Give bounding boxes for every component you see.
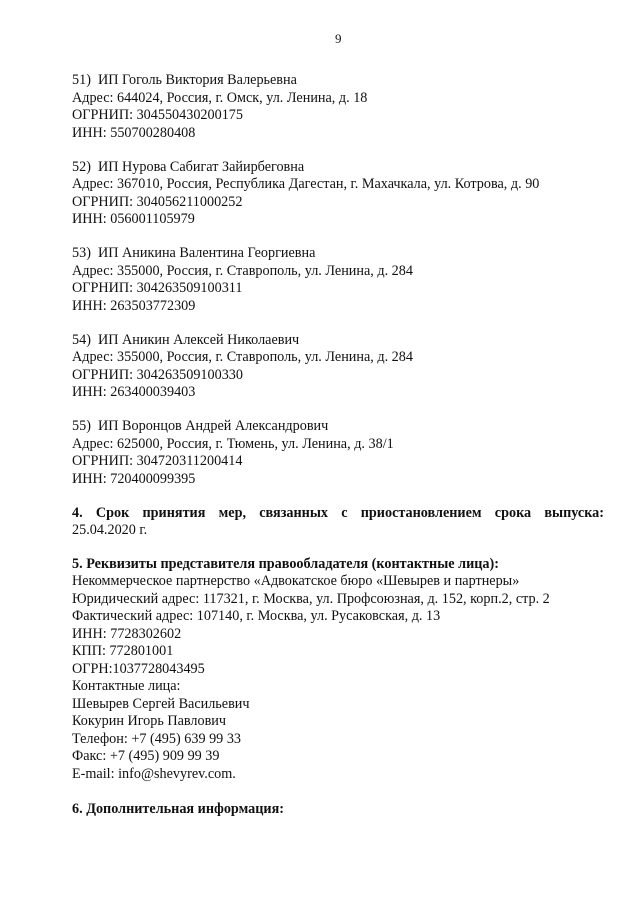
entry-address: Адрес: 355000, Россия, г. Ставрополь, ул. Ленина, д. 284 [72,349,413,365]
entry-address: Адрес: 367010, Россия, Республика Дагестан, г. Махачкала, ул. Котрова, д. 90 [72,176,540,192]
entry-number: 51) [72,72,91,88]
section-5-line: Фактический адрес: 107140, г. Москва, ул. Русаковская, д. 13 [72,608,441,624]
section-5-line: Шевырев Сергей Васильевич [72,695,250,712]
entry-number: 54) [72,331,91,348]
section-5-line: КПП: 772801001 [72,643,174,659]
entry-block [72,159,604,229]
section-5-representative [72,556,604,784]
entry-name: ИП Гоголь Виктория Валерьевна [98,72,297,88]
entry-ogrnip: ОГРНИП: 304550430200175 [72,107,243,123]
entry-ogrnip: ОГРНИП: 304720311200414 [72,453,243,469]
entry-inn: ИНН: 263400039403 [72,384,196,400]
entry-name: ИП Аникин Алексей Николаевич [98,331,300,348]
entry-inn: ИНН: 263503772309 [72,297,196,314]
section-5-line: ИНН: 7728302602 [72,625,182,642]
entry-address: Адрес: 355000, Россия, г. Ставрополь, ул. Ленина, д. 284 [72,262,413,279]
entry-name: ИП Аникина Валентина Георгиевна [98,245,316,261]
entry-address: Адрес: 625000, Россия, г. Тюмень, ул. Ленина, д. 38/1 [72,435,394,452]
section-5-line: Некоммерческое партнерство «Адвокатское бюро «Шевырев и партнеры» [72,573,520,589]
entry-name: ИП Воронцов Андрей Александрович [98,418,329,434]
section-5-line: ОГРН:1037728043495 [72,660,205,677]
entry-title [72,418,604,436]
section-5-lines [72,573,604,783]
entry-ogrnip: ОГРНИП: 304263509100330 [72,366,243,383]
section-5-line: Факс: +7 (495) 909 99 39 [72,748,220,764]
section-5-line: Юридический адрес: 117321, г. Москва, ул. Профсоюзная, д. 152, корп.2, стр. 2 [72,590,550,607]
entry-inn: ИНН: 550700280408 [72,124,196,141]
entry-name: ИП Нурова Сабигат Зайирбеговна [98,158,305,175]
section-5-line: E-mail: info@shevyrev.com. [72,765,236,782]
entry-block [72,245,604,315]
page-number: 9 [335,31,342,46]
section-5-line: Кокурин Игорь Павлович [72,713,227,729]
entry-address: Адрес: 644024, Россия, г. Омск, ул. Ленина, д. 18 [72,89,368,106]
entry-inn: ИНН: 056001105979 [72,211,195,227]
entry-inn: ИНН: 720400099395 [72,470,196,487]
entry-block [72,418,604,488]
entry-title [72,332,604,350]
entry-ogrnip: ОГРНИП: 304056211000252 [72,193,243,210]
entry-title [72,72,604,90]
document-body [72,72,604,819]
entry-block [72,72,604,142]
entry-number: 52) [72,158,91,175]
entry-number: 53) [72,245,91,261]
entry-ogrnip: ОГРНИП: 304263509100311 [72,280,243,296]
entry-title [72,245,604,263]
section-4-value: 25.04.2020 г. [72,522,148,538]
section-5-line: Телефон: +7 (495) 639 99 33 [72,730,242,747]
section-4-heading: 4. Срок принятия мер, связанных с приостановлением срока выпуска: [72,504,604,521]
section-4-deadline [72,505,604,540]
section-6-additional-info [72,801,604,819]
rightholder-entries-list [72,72,604,488]
section-5-heading: 5. Реквизиты представителя правообладателя (контактные лица): [72,555,499,572]
entry-block [72,332,604,402]
entry-number: 55) [72,418,91,434]
section-6-heading: 6. Дополнительная информация: [72,801,284,817]
section-5-line: Контактные лица: [72,678,181,694]
entry-title [72,159,604,177]
